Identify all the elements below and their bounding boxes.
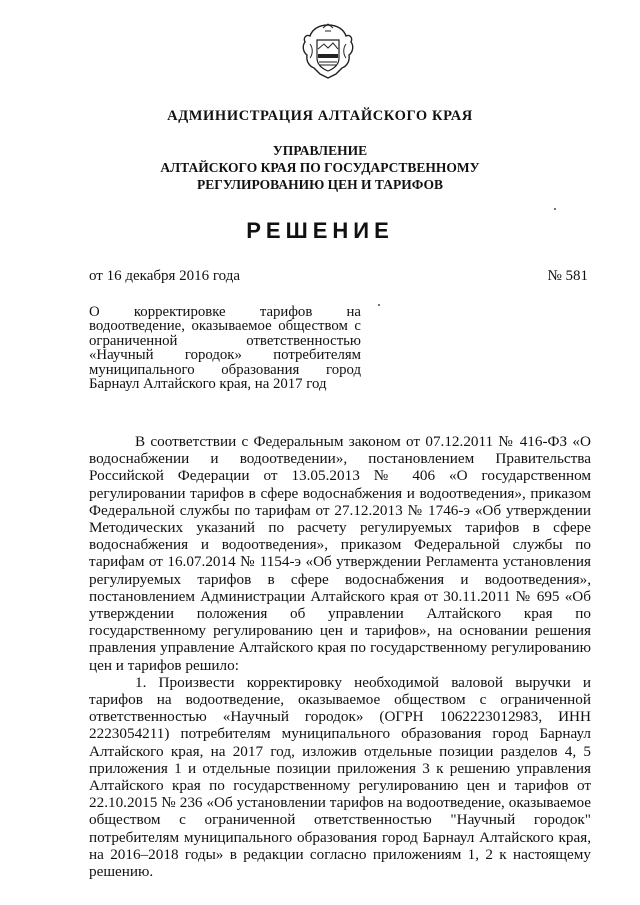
scan-speck [554, 208, 556, 210]
document-number: № 581 [547, 268, 588, 284]
body-paragraph: В соответствии с Федеральным законом от 07.12.2011 № 416-ФЗ «О водоснабжении и водоотведении», постановлением Правительства Российской Федерации от 13.05.2013 № 406 «О государственном регулировании тарифов в сфере водоснабжения и водоотведения», приказом Федеральной службы по тарифам от 27.12.2013 № 1746-э «Об утверждении Методических указаний по расчету регулируемых тарифов в сфере водоснабжения и водоотведения», приказом Федеральной службы по тарифам от 16.07.2014 № 1154-э «Об утверждении Регламента установления регулируемых тарифов в сфере водоснабжения и водоотведения», постановлением Администрации Алтайского края от 30.11.2011 № 695 «Об утверждении положения об управлении Алтайского края по государственному регулированию цен и тарифов», на основании решения правления управление Алтайского края по государственному регулированию цен и тарифов решило: [89, 433, 591, 674]
document-subject: О корректировке тарифов на водоотведение, оказываемое обществом с ограниченной ответственностью «Научный городок» потребителям муниципального образования город Барнаул Алтайского края, на 2017 год [89, 304, 361, 393]
scan-speck [378, 304, 380, 306]
document-title: РЕШЕНИЕ [246, 218, 394, 243]
organization-name: АДМИНИСТРАЦИЯ АЛТАЙСКОГО КРАЯ [167, 108, 473, 124]
department-line: РЕГУЛИРОВАНИЮ ЦЕН И ТАРИФОВ [196, 177, 444, 192]
document-date: от 16 декабря 2016 года [89, 268, 241, 284]
coat-of-arms-icon [300, 22, 356, 82]
department-name [0, 142, 640, 193]
department-line: АЛТАЙСКОГО КРАЯ ПО ГОСУДАРСТВЕННОМУ [160, 160, 480, 175]
body-paragraph: 1. Произвести корректировку необходимой валовой выручки и тарифов на водоотведение, оказываемое обществом с ограниченной ответственностью «Научный городок» (ОГРН 1062223012983, ИНН 2223054211) потребителям муниципального образования город Барнаул Алтайского края, на 2017 год, изложив отдельные позиции разделов 4, 5 приложения 1 и отдельные позиции приложения 3 к решению управления Алтайского края по государственному регулированию цен и тарифов от 22.10.2015 № 236 «Об установлении тарифов на водоотведение, оказываемое обществом с ограниченной ответственностью "Научный городок" потребителям муниципального образования город Барнаул Алтайского края, на 2016–2018 годы» в редакции согласно приложениям 1, 2 к настоящему решению. [89, 673, 591, 881]
document-body [89, 433, 591, 880]
department-line: УПРАВЛЕНИЕ [272, 143, 368, 158]
